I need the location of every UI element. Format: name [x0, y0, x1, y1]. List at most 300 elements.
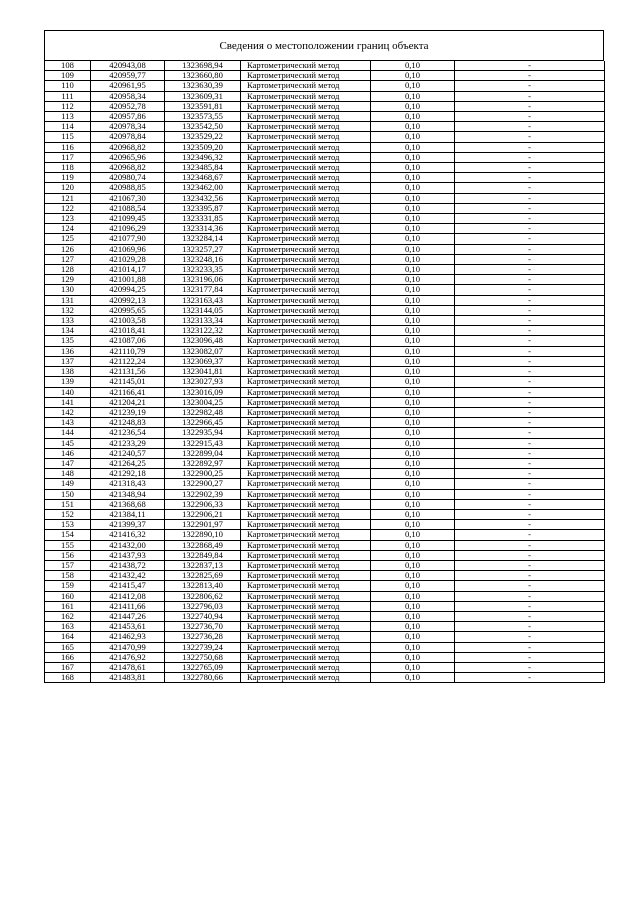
point-number-cell: 126: [45, 244, 91, 254]
x-coordinate-cell: 421096,29: [91, 224, 165, 234]
point-number-cell: 118: [45, 163, 91, 173]
point-number-cell: 114: [45, 122, 91, 132]
y-coordinate-cell: 1323462,00: [165, 183, 241, 193]
accuracy-cell: 0,10: [371, 601, 455, 611]
y-coordinate-cell: 1323331,85: [165, 214, 241, 224]
point-number-cell: 138: [45, 367, 91, 377]
x-coordinate-cell: 420952,78: [91, 101, 165, 111]
x-coordinate-cell: 421416,32: [91, 530, 165, 540]
method-cell: Картометрический метод: [241, 152, 371, 162]
method-cell: Картометрический метод: [241, 346, 371, 356]
x-coordinate-cell: 421411,66: [91, 601, 165, 611]
table-row: [45, 387, 605, 397]
description-cell: -: [455, 601, 605, 611]
table-row: [45, 132, 605, 142]
x-coordinate-cell: 420992,13: [91, 295, 165, 305]
method-cell: Картометрический метод: [241, 530, 371, 540]
table-row: [45, 489, 605, 499]
method-cell: Картометрический метод: [241, 275, 371, 285]
accuracy-cell: 0,10: [371, 377, 455, 387]
accuracy-cell: 0,10: [371, 652, 455, 662]
x-coordinate-cell: 421399,37: [91, 520, 165, 530]
point-number-cell: 124: [45, 224, 91, 234]
table-row: [45, 632, 605, 642]
method-cell: Картометрический метод: [241, 642, 371, 652]
method-cell: Картометрический метод: [241, 285, 371, 295]
method-cell: Картометрический метод: [241, 81, 371, 91]
description-cell: -: [455, 122, 605, 132]
point-number-cell: 112: [45, 101, 91, 111]
x-coordinate-cell: 421110,79: [91, 346, 165, 356]
y-coordinate-cell: 1323395,87: [165, 203, 241, 213]
description-cell: -: [455, 428, 605, 438]
accuracy-cell: 0,10: [371, 571, 455, 581]
table-row: [45, 571, 605, 581]
method-cell: Картометрический метод: [241, 163, 371, 173]
accuracy-cell: 0,10: [371, 673, 455, 683]
accuracy-cell: 0,10: [371, 438, 455, 448]
description-cell: -: [455, 356, 605, 366]
point-number-cell: 120: [45, 183, 91, 193]
x-coordinate-cell: 421240,57: [91, 448, 165, 458]
table-row: [45, 163, 605, 173]
y-coordinate-cell: 1323004,25: [165, 397, 241, 407]
accuracy-cell: 0,10: [371, 397, 455, 407]
x-coordinate-cell: 420994,25: [91, 285, 165, 295]
point-number-cell: 136: [45, 346, 91, 356]
y-coordinate-cell: 1323630,39: [165, 81, 241, 91]
y-coordinate-cell: 1323248,16: [165, 254, 241, 264]
table-row: [45, 611, 605, 621]
table-row: [45, 142, 605, 152]
table-row: [45, 71, 605, 81]
method-cell: Картометрический метод: [241, 438, 371, 448]
table-row: [45, 520, 605, 530]
accuracy-cell: 0,10: [371, 122, 455, 132]
description-cell: -: [455, 550, 605, 560]
point-number-cell: 132: [45, 305, 91, 315]
description-cell: -: [455, 234, 605, 244]
table-row: [45, 214, 605, 224]
method-cell: Картометрический метод: [241, 652, 371, 662]
y-coordinate-cell: 1323016,09: [165, 387, 241, 397]
point-number-cell: 147: [45, 458, 91, 468]
x-coordinate-cell: 421432,00: [91, 540, 165, 550]
x-coordinate-cell: 421069,96: [91, 244, 165, 254]
accuracy-cell: 0,10: [371, 305, 455, 315]
table-row: [45, 591, 605, 601]
table-row: [45, 367, 605, 377]
point-number-cell: 149: [45, 479, 91, 489]
y-coordinate-cell: 1323609,31: [165, 91, 241, 101]
point-number-cell: 130: [45, 285, 91, 295]
point-number-cell: 146: [45, 448, 91, 458]
table-row: [45, 224, 605, 234]
x-coordinate-cell: 421122,24: [91, 356, 165, 366]
y-coordinate-cell: 1323698,94: [165, 61, 241, 71]
y-coordinate-cell: 1322868,49: [165, 540, 241, 550]
method-cell: Картометрический метод: [241, 377, 371, 387]
table-title-box: [44, 30, 604, 61]
table-row: [45, 91, 605, 101]
accuracy-cell: 0,10: [371, 540, 455, 550]
point-number-cell: 127: [45, 254, 91, 264]
x-coordinate-cell: 420943,08: [91, 61, 165, 71]
point-number-cell: 144: [45, 428, 91, 438]
description-cell: -: [455, 203, 605, 213]
y-coordinate-cell: 1322813,40: [165, 581, 241, 591]
point-number-cell: 156: [45, 550, 91, 560]
y-coordinate-cell: 1322892,97: [165, 458, 241, 468]
table-row: [45, 61, 605, 71]
x-coordinate-cell: 420961,95: [91, 81, 165, 91]
method-cell: Картометрический метод: [241, 520, 371, 530]
point-number-cell: 111: [45, 91, 91, 101]
table-row: [45, 509, 605, 519]
table-row: [45, 101, 605, 111]
method-cell: Картометрический метод: [241, 173, 371, 183]
description-cell: -: [455, 101, 605, 111]
y-coordinate-cell: 1323233,35: [165, 265, 241, 275]
point-number-cell: 160: [45, 591, 91, 601]
x-coordinate-cell: 421432,42: [91, 571, 165, 581]
y-coordinate-cell: 1322849,84: [165, 550, 241, 560]
table-row: [45, 183, 605, 193]
method-cell: Картометрический метод: [241, 101, 371, 111]
y-coordinate-cell: 1322902,39: [165, 489, 241, 499]
y-coordinate-cell: 1323041,81: [165, 367, 241, 377]
table-row: [45, 112, 605, 122]
point-number-cell: 116: [45, 142, 91, 152]
table-row: [45, 173, 605, 183]
table-row: [45, 560, 605, 570]
y-coordinate-cell: 1323177,84: [165, 285, 241, 295]
y-coordinate-cell: 1323591,81: [165, 101, 241, 111]
point-number-cell: 125: [45, 234, 91, 244]
point-number-cell: 142: [45, 407, 91, 417]
point-number-cell: 110: [45, 81, 91, 91]
description-cell: -: [455, 275, 605, 285]
point-number-cell: 108: [45, 61, 91, 71]
method-cell: Картометрический метод: [241, 469, 371, 479]
x-coordinate-cell: 421438,72: [91, 560, 165, 570]
x-coordinate-cell: 420968,82: [91, 142, 165, 152]
accuracy-cell: 0,10: [371, 520, 455, 530]
accuracy-cell: 0,10: [371, 193, 455, 203]
point-number-cell: 164: [45, 632, 91, 642]
table-row: [45, 652, 605, 662]
table-row: [45, 622, 605, 632]
x-coordinate-cell: 421478,61: [91, 662, 165, 672]
accuracy-cell: 0,10: [371, 163, 455, 173]
method-cell: Картометрический метод: [241, 489, 371, 499]
x-coordinate-cell: 421236,54: [91, 428, 165, 438]
description-cell: -: [455, 469, 605, 479]
method-cell: Картометрический метод: [241, 550, 371, 560]
x-coordinate-cell: 421447,26: [91, 611, 165, 621]
description-cell: -: [455, 316, 605, 326]
description-cell: -: [455, 581, 605, 591]
description-cell: -: [455, 254, 605, 264]
accuracy-cell: 0,10: [371, 142, 455, 152]
method-cell: Картометрический метод: [241, 71, 371, 81]
point-number-cell: 139: [45, 377, 91, 387]
x-coordinate-cell: 421476,92: [91, 652, 165, 662]
table-row: [45, 81, 605, 91]
description-cell: -: [455, 295, 605, 305]
y-coordinate-cell: 1322765,09: [165, 662, 241, 672]
y-coordinate-cell: 1322736,70: [165, 622, 241, 632]
x-coordinate-cell: 420965,96: [91, 152, 165, 162]
accuracy-cell: 0,10: [371, 203, 455, 213]
accuracy-cell: 0,10: [371, 428, 455, 438]
description-cell: -: [455, 489, 605, 499]
method-cell: Картометрический метод: [241, 581, 371, 591]
method-cell: Картометрический метод: [241, 540, 371, 550]
description-cell: -: [455, 183, 605, 193]
accuracy-cell: 0,10: [371, 254, 455, 264]
method-cell: Картометрический метод: [241, 479, 371, 489]
x-coordinate-cell: 421166,41: [91, 387, 165, 397]
method-cell: Картометрический метод: [241, 183, 371, 193]
method-cell: Картометрический метод: [241, 499, 371, 509]
x-coordinate-cell: 421412,08: [91, 591, 165, 601]
method-cell: Картометрический метод: [241, 509, 371, 519]
description-cell: -: [455, 479, 605, 489]
description-cell: -: [455, 244, 605, 254]
table-row: [45, 642, 605, 652]
coordinates-table: [44, 61, 605, 683]
method-cell: Картометрический метод: [241, 214, 371, 224]
x-coordinate-cell: 421001,88: [91, 275, 165, 285]
accuracy-cell: 0,10: [371, 81, 455, 91]
accuracy-cell: 0,10: [371, 560, 455, 570]
accuracy-cell: 0,10: [371, 367, 455, 377]
table-row: [45, 316, 605, 326]
point-number-cell: 157: [45, 560, 91, 570]
point-number-cell: 140: [45, 387, 91, 397]
x-coordinate-cell: 421239,19: [91, 407, 165, 417]
description-cell: -: [455, 346, 605, 356]
accuracy-cell: 0,10: [371, 509, 455, 519]
description-cell: -: [455, 193, 605, 203]
y-coordinate-cell: 1322935,94: [165, 428, 241, 438]
point-number-cell: 158: [45, 571, 91, 581]
method-cell: Картометрический метод: [241, 662, 371, 672]
accuracy-cell: 0,10: [371, 295, 455, 305]
method-cell: Картометрический метод: [241, 193, 371, 203]
table-row: [45, 540, 605, 550]
description-cell: -: [455, 418, 605, 428]
point-number-cell: 134: [45, 326, 91, 336]
y-coordinate-cell: 1323468,67: [165, 173, 241, 183]
accuracy-cell: 0,10: [371, 622, 455, 632]
method-cell: Картометрический метод: [241, 112, 371, 122]
description-cell: -: [455, 173, 605, 183]
y-coordinate-cell: 1322899,04: [165, 448, 241, 458]
description-cell: -: [455, 540, 605, 550]
y-coordinate-cell: 1322739,24: [165, 642, 241, 652]
point-number-cell: 129: [45, 275, 91, 285]
point-number-cell: 119: [45, 173, 91, 183]
accuracy-cell: 0,10: [371, 356, 455, 366]
x-coordinate-cell: 421204,21: [91, 397, 165, 407]
accuracy-cell: 0,10: [371, 132, 455, 142]
accuracy-cell: 0,10: [371, 173, 455, 183]
table-row: [45, 234, 605, 244]
method-cell: Картометрический метод: [241, 254, 371, 264]
table-row: [45, 662, 605, 672]
y-coordinate-cell: 1322966,45: [165, 418, 241, 428]
method-cell: Картометрический метод: [241, 448, 371, 458]
y-coordinate-cell: 1323096,48: [165, 336, 241, 346]
accuracy-cell: 0,10: [371, 101, 455, 111]
x-coordinate-cell: 421264,25: [91, 458, 165, 468]
method-cell: Картометрический метод: [241, 295, 371, 305]
point-number-cell: 151: [45, 499, 91, 509]
y-coordinate-cell: 1323027,93: [165, 377, 241, 387]
method-cell: Картометрический метод: [241, 622, 371, 632]
table-row: [45, 469, 605, 479]
description-cell: -: [455, 591, 605, 601]
y-coordinate-cell: 1322915,43: [165, 438, 241, 448]
x-coordinate-cell: 421483,81: [91, 673, 165, 683]
description-cell: -: [455, 112, 605, 122]
description-cell: -: [455, 499, 605, 509]
method-cell: Картометрический метод: [241, 244, 371, 254]
method-cell: Картометрический метод: [241, 560, 371, 570]
x-coordinate-cell: 421437,93: [91, 550, 165, 560]
method-cell: Картометрический метод: [241, 591, 371, 601]
x-coordinate-cell: 421453,61: [91, 622, 165, 632]
description-cell: -: [455, 622, 605, 632]
accuracy-cell: 0,10: [371, 591, 455, 601]
description-cell: -: [455, 611, 605, 621]
accuracy-cell: 0,10: [371, 275, 455, 285]
accuracy-cell: 0,10: [371, 499, 455, 509]
point-number-cell: 167: [45, 662, 91, 672]
table-row: [45, 499, 605, 509]
accuracy-cell: 0,10: [371, 326, 455, 336]
y-coordinate-cell: 1322780,66: [165, 673, 241, 683]
point-number-cell: 128: [45, 265, 91, 275]
accuracy-cell: 0,10: [371, 214, 455, 224]
x-coordinate-cell: 420980,74: [91, 173, 165, 183]
method-cell: Картометрический метод: [241, 265, 371, 275]
method-cell: Картометрический метод: [241, 224, 371, 234]
description-cell: -: [455, 224, 605, 234]
accuracy-cell: 0,10: [371, 662, 455, 672]
method-cell: Картометрический метод: [241, 418, 371, 428]
table-row: [45, 438, 605, 448]
point-number-cell: 131: [45, 295, 91, 305]
accuracy-cell: 0,10: [371, 632, 455, 642]
y-coordinate-cell: 1322806,62: [165, 591, 241, 601]
description-cell: -: [455, 367, 605, 377]
accuracy-cell: 0,10: [371, 71, 455, 81]
table-row: [45, 581, 605, 591]
table-row: [45, 265, 605, 275]
y-coordinate-cell: 1323196,06: [165, 275, 241, 285]
point-number-cell: 109: [45, 71, 91, 81]
point-number-cell: 143: [45, 418, 91, 428]
method-cell: Картометрический метод: [241, 632, 371, 642]
method-cell: Картометрический метод: [241, 367, 371, 377]
table-row: [45, 193, 605, 203]
table-row: [45, 295, 605, 305]
method-cell: Картометрический метод: [241, 305, 371, 315]
x-coordinate-cell: 420957,86: [91, 112, 165, 122]
y-coordinate-cell: 1323573,55: [165, 112, 241, 122]
accuracy-cell: 0,10: [371, 550, 455, 560]
table-row: [45, 530, 605, 540]
x-coordinate-cell: 420988,85: [91, 183, 165, 193]
accuracy-cell: 0,10: [371, 611, 455, 621]
description-cell: -: [455, 285, 605, 295]
description-cell: -: [455, 71, 605, 81]
table-row: [45, 550, 605, 560]
point-number-cell: 165: [45, 642, 91, 652]
table-row: [45, 326, 605, 336]
description-cell: -: [455, 673, 605, 683]
point-number-cell: 133: [45, 316, 91, 326]
table-row: [45, 479, 605, 489]
method-cell: Картометрический метод: [241, 407, 371, 417]
x-coordinate-cell: 421415,47: [91, 581, 165, 591]
table-row: [45, 673, 605, 683]
y-coordinate-cell: 1322837,13: [165, 560, 241, 570]
description-cell: -: [455, 326, 605, 336]
table-row: [45, 152, 605, 162]
description-cell: -: [455, 458, 605, 468]
y-coordinate-cell: 1322740,94: [165, 611, 241, 621]
accuracy-cell: 0,10: [371, 244, 455, 254]
description-cell: -: [455, 387, 605, 397]
table-row: [45, 244, 605, 254]
y-coordinate-cell: 1323163,43: [165, 295, 241, 305]
y-coordinate-cell: 1323496,32: [165, 152, 241, 162]
y-coordinate-cell: 1322900,25: [165, 469, 241, 479]
method-cell: Картометрический метод: [241, 611, 371, 621]
point-number-cell: 115: [45, 132, 91, 142]
y-coordinate-cell: 1322906,21: [165, 509, 241, 519]
y-coordinate-cell: 1322736,28: [165, 632, 241, 642]
y-coordinate-cell: 1323122,32: [165, 326, 241, 336]
method-cell: Картометрический метод: [241, 203, 371, 213]
x-coordinate-cell: 421318,43: [91, 479, 165, 489]
table-row: [45, 397, 605, 407]
point-number-cell: 153: [45, 520, 91, 530]
point-number-cell: 123: [45, 214, 91, 224]
accuracy-cell: 0,10: [371, 112, 455, 122]
accuracy-cell: 0,10: [371, 469, 455, 479]
accuracy-cell: 0,10: [371, 265, 455, 275]
point-number-cell: 154: [45, 530, 91, 540]
accuracy-cell: 0,10: [371, 448, 455, 458]
y-coordinate-cell: 1323432,56: [165, 193, 241, 203]
y-coordinate-cell: 1323257,27: [165, 244, 241, 254]
description-cell: -: [455, 214, 605, 224]
y-coordinate-cell: 1322890,10: [165, 530, 241, 540]
description-cell: -: [455, 438, 605, 448]
point-number-cell: 155: [45, 540, 91, 550]
accuracy-cell: 0,10: [371, 458, 455, 468]
y-coordinate-cell: 1322900,27: [165, 479, 241, 489]
accuracy-cell: 0,10: [371, 418, 455, 428]
y-coordinate-cell: 1322825,69: [165, 571, 241, 581]
description-cell: -: [455, 530, 605, 540]
description-cell: -: [455, 91, 605, 101]
